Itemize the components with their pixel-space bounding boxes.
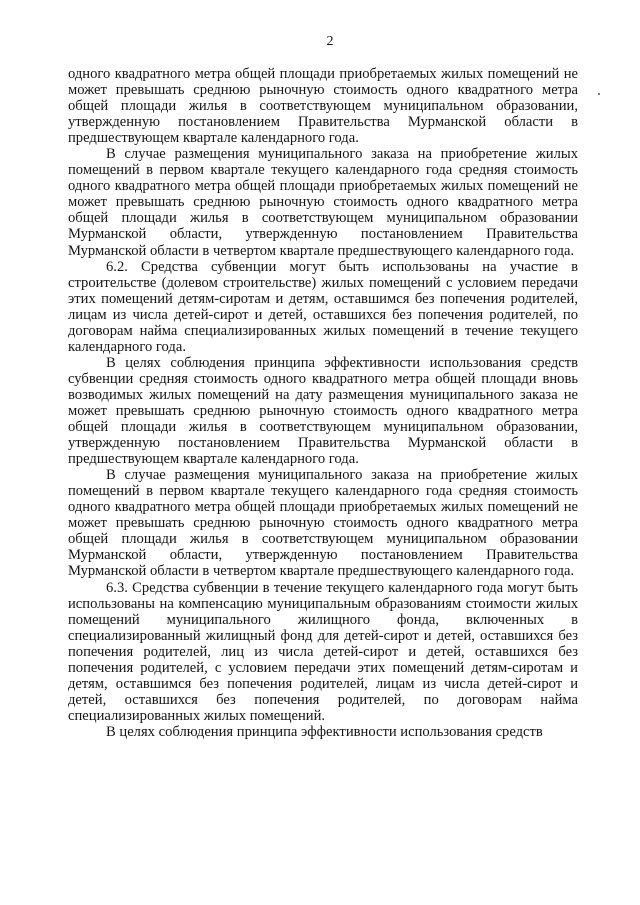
document-body bbox=[68, 66, 578, 740]
paragraph-first-quarter-rule: В случае размещения муниципального заказа на приобретение жилых помещений в первом квартале текущего календарного года средняя стоимость одного квадратного метра общей площади приобретаемых жилых помещений не может превышать среднюю рыночную стоимость одного квадратного метра общей площади жилья в соответствующем муниципальном образовании Мурманской области, утвержденную постановлением Правительства Мурманской области в четвертом квартале предшествующего календарного года. bbox=[68, 146, 578, 259]
paragraph-efficiency-new-construction: В целях соблюдения принципа эффективности использования средств субвенции средняя стоимость одного квадратного метра общей площади вновь возводимых жилых помещений на дату размещения муниципального заказа не может превышать среднюю рыночную стоимость одного квадратного метра общей площади жилья в соответствующем муниципальном образовании, утвержденную постановлением Правительства Мурманской области в предшествующем квартале календарного года. bbox=[68, 354, 578, 468]
scan-speck bbox=[598, 93, 600, 95]
paragraph-first-quarter-rule-repeat: В случае размещения муниципального заказа на приобретение жилых помещений в первом квартале текущего календарного года средняя стоимость одного квадратного метра общей площади приобретаемых жилых помещений не может превышать среднюю рыночную стоимость одного квадратного метра общей площади жилья в соответствующем муниципальном образовании Мурманской области, утвержденную постановлением Правительства Мурманской области в четвертом квартале предшествующего календарного года. bbox=[68, 467, 578, 580]
page-number: 2 bbox=[326, 34, 334, 49]
paragraph-efficiency-trailing: В целях соблюдения принципа эффективности использования средств bbox=[106, 723, 543, 740]
paragraph-section-6-2: 6.2. Средства субвенции могут быть использованы на участие в строительстве (долевом строительстве) жилых помещений с условием передачи этих помещений детям-сиротам и детям, оставшимся без попечения родителей, лицам из числа детей-сирот и детей, оставшихся без попечения родителей, по договорам найма специализированных жилых помещений в течение текущего календарного года. bbox=[68, 258, 578, 355]
paragraph-continuation: одного квадратного метра общей площади приобретаемых жилых помещений не может превышать среднюю рыночную стоимость одного квадратного метра общей площади жилья в соответствующем муниципальном образовании, утвержденную постановлением Правительства Мурманской области в предшествующем квартале календарного года. bbox=[68, 66, 578, 147]
paragraph-section-6-3: 6.3. Средства субвенции в течение текущего календарного года могут быть использованы на компенсацию муниципальным образованиям стоимости жилых помещений муниципального жилищного фонда, включенных в специализированный жилищный фонд для детей-сирот и детей, оставшихся без попечения родителей, лиц из числа детей-сирот и детей, оставшихся без попечения родителей, с условием передачи этих помещений детям-сиротам и детям, оставшимся без попечения родителей, лицам из числа детей-сирот и детей, оставшихся без попечения родителей, по договорам найма специализированных жилых помещений. bbox=[68, 579, 578, 724]
